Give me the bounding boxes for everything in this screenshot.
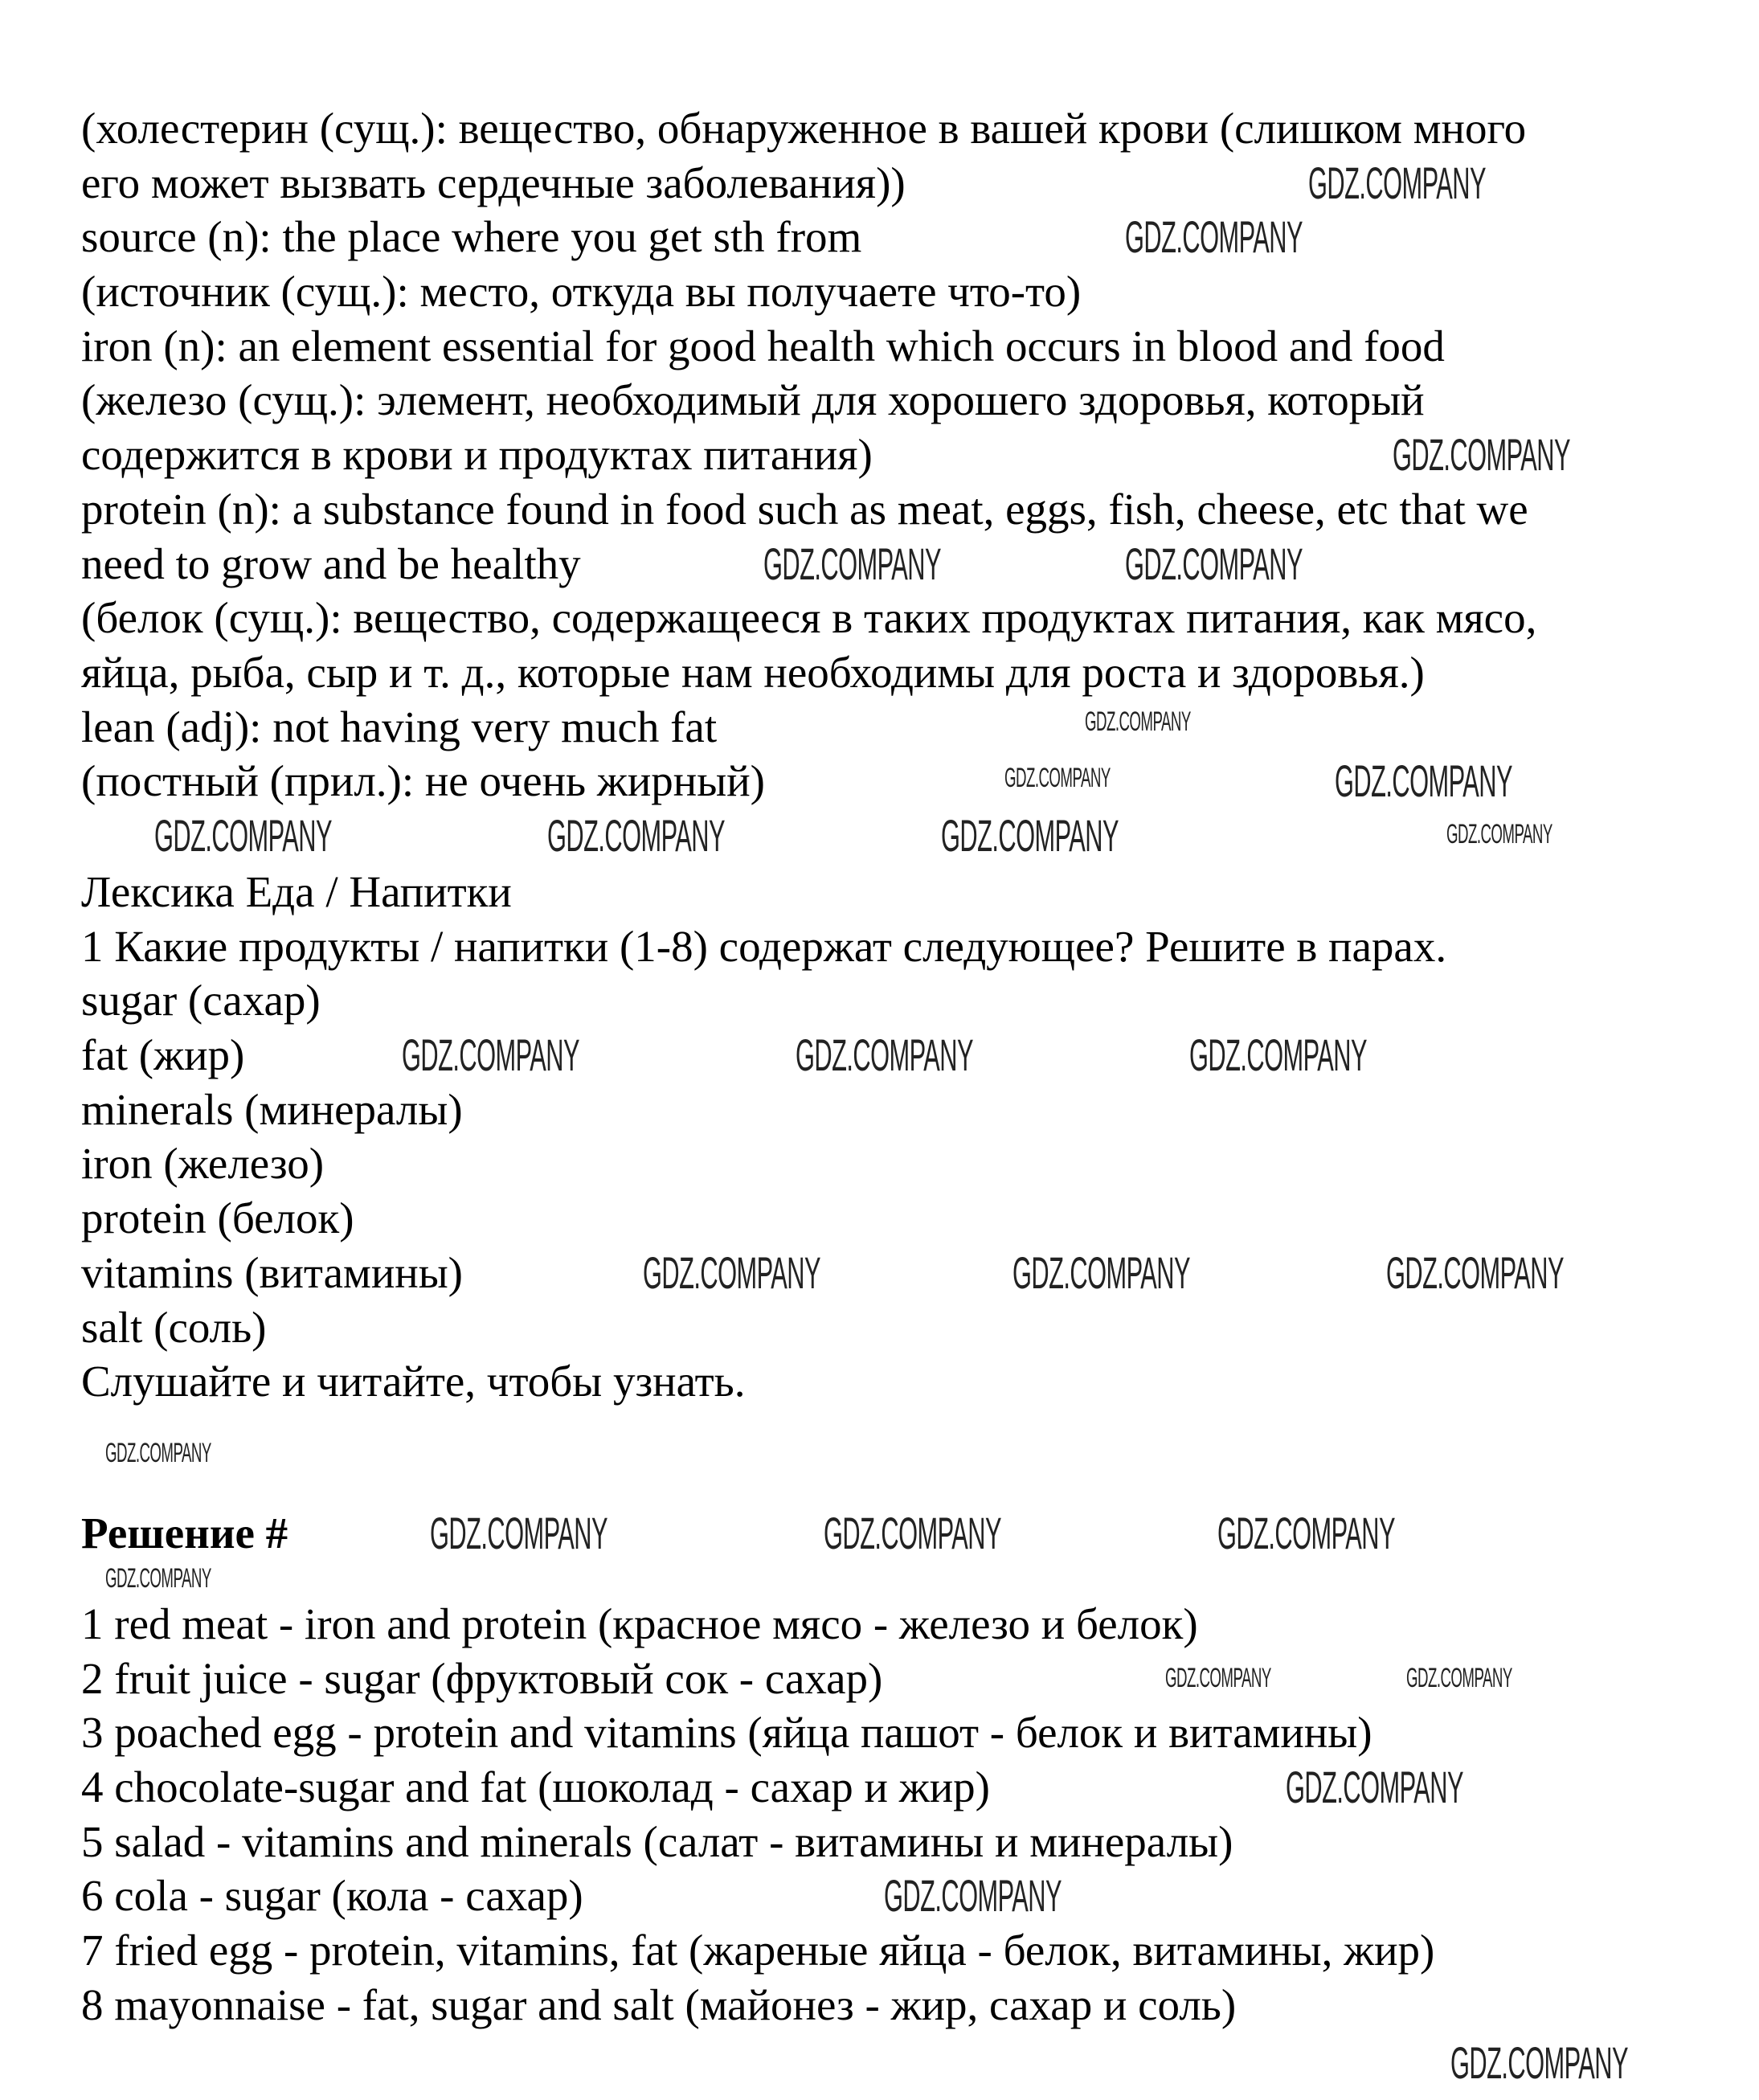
watermark: GDZ.COMPANY <box>1085 706 1191 737</box>
watermark: GDZ.COMPANY <box>105 1563 211 1594</box>
watermark: GDZ.COMPANY <box>796 1030 973 1080</box>
task-item: sugar (сахар) <box>81 976 321 1025</box>
watermark: GDZ.COMPANY <box>1125 211 1303 262</box>
vocab-line: source (n): the place where you get sth from <box>81 212 862 262</box>
task-instruction: 1 Какие продукты / напитки (1-8) содержат следующее? Решите в парах. <box>81 921 1447 971</box>
watermark: GDZ.COMPANY <box>884 1870 1062 1921</box>
task-title: Лексика Еда / Напитки <box>81 867 512 916</box>
vocab-line: iron (n): an element essential for good health which occurs in blood and food <box>81 321 1445 370</box>
watermark: GDZ.COMPANY <box>1386 1247 1564 1298</box>
solution-line: 8 mayonnaise - fat, sugar and salt (майонез - жир, сахар и соль) <box>81 1979 1237 2029</box>
watermark: GDZ.COMPANY <box>1450 2037 1628 2088</box>
watermark: GDZ.COMPANY <box>941 810 1119 861</box>
watermark: GDZ.COMPANY <box>763 538 941 589</box>
watermark: GDZ.COMPANY <box>154 810 332 861</box>
watermark: GDZ.COMPANY <box>430 1508 607 1558</box>
watermark: GDZ.COMPANY <box>1446 819 1552 849</box>
watermark: GDZ.COMPANY <box>824 1508 1001 1558</box>
vocab-line: яйца, рыба, сыр и т. д., которые нам необходимы для роста и здоровья.) <box>81 647 1425 697</box>
solution-line: 5 salad - vitamins and minerals (салат - витамины и минералы) <box>81 1816 1233 1866</box>
vocab-line: (холестерин (сущ.): вещество, обнаруженное в вашей крови (слишком много <box>81 104 1527 153</box>
vocab-line: lean (adj): not having very much fat <box>81 702 718 751</box>
watermark: GDZ.COMPANY <box>1189 1030 1367 1080</box>
watermark: GDZ.COMPANY <box>1393 429 1570 480</box>
watermark: GDZ.COMPANY <box>105 1438 211 1468</box>
watermark: GDZ.COMPANY <box>1406 1663 1512 1693</box>
vocab-line: его может вызвать сердечные заболевания)) <box>81 158 906 207</box>
watermark: GDZ.COMPANY <box>1125 538 1303 589</box>
watermark: GDZ.COMPANY <box>643 1247 820 1298</box>
vocab-line: (источник (сущ.): место, откуда вы получаете что-то) <box>81 267 1082 317</box>
solution-line: 2 fruit juice - sugar (фруктовый сок - сахар) <box>81 1653 883 1703</box>
task-item: fat (жир) <box>81 1030 245 1080</box>
vocab-line: protein (n): a substance found in food such as meat, eggs, fish, cheese, etc that we <box>81 484 1528 534</box>
watermark: GDZ.COMPANY <box>1217 1508 1395 1558</box>
watermark: GDZ.COMPANY <box>1012 1247 1190 1298</box>
watermark: GDZ.COMPANY <box>402 1030 579 1080</box>
task-item: salt (соль) <box>81 1302 267 1352</box>
vocab-line: содержится в крови и продуктах питания) <box>81 430 873 480</box>
watermark: GDZ.COMPANY <box>1165 1663 1271 1693</box>
task-footer: Слушайте и читайте, чтобы узнать. <box>81 1357 746 1406</box>
solution-line: 6 cola - sugar (кола - сахар) <box>81 1871 583 1921</box>
task-section <box>81 865 1662 1409</box>
vocab-line: (белок (сущ.): вещество, содержащееся в таких продуктах питания, как мясо, <box>81 593 1537 643</box>
vocab-line: (постный (прил.): не очень жирный) <box>81 756 765 806</box>
watermark: GDZ.COMPANY <box>1308 158 1486 208</box>
watermark: GDZ.COMPANY <box>547 810 725 861</box>
vocab-line: need to grow and be healthy <box>81 538 581 588</box>
solution-line: 7 fried egg - protein, vitamins, fat (жареные яйца - белок, витамины, жир) <box>81 1926 1435 1975</box>
task-item: vitamins (витамины) <box>81 1247 463 1297</box>
solution-line: 4 chocolate-sugar and fat (шоколад - сахар и жир) <box>81 1762 990 1812</box>
solution-line: 3 poached egg - protein and vitamins (яйца пашот - белок и витамины) <box>81 1708 1372 1758</box>
vocab-line: (железо (сущ.): элемент, необходимый для хорошего здоровья, который <box>81 375 1425 425</box>
task-item: iron (железо) <box>81 1139 325 1189</box>
task-item: minerals (минералы) <box>81 1084 463 1134</box>
watermark: GDZ.COMPANY <box>1004 763 1111 793</box>
watermark: GDZ.COMPANY <box>1286 1762 1463 1812</box>
task-item: protein (белок) <box>81 1193 354 1243</box>
solution-heading: Решение # <box>81 1508 288 1558</box>
watermark: GDZ.COMPANY <box>1335 755 1512 806</box>
solution-line: 1 red meat - iron and protein (красное мясо - железо и белок) <box>81 1599 1198 1648</box>
